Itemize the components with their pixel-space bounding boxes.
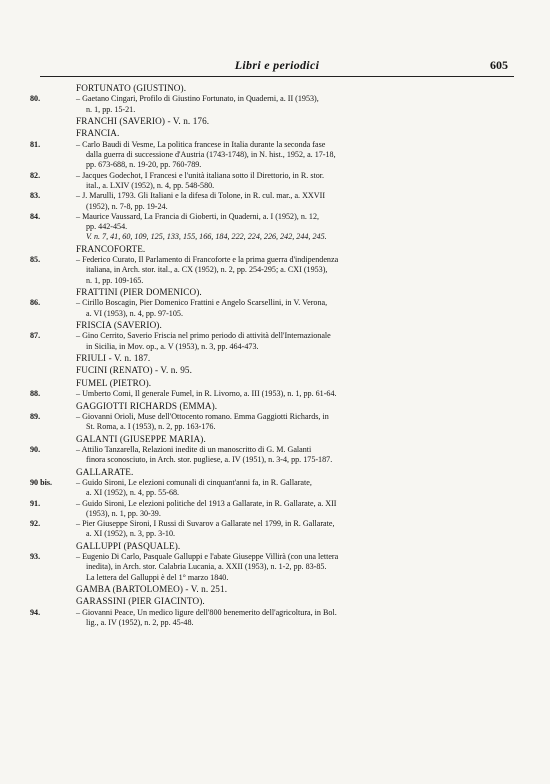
entry-number: 90. <box>30 445 41 454</box>
entry-line: (1953), n. 1, pp. 30-39. <box>86 508 161 518</box>
entry-number: 89. <box>30 412 41 421</box>
entry-line: finora sconosciuto, in Arch. stor. pugliese, a. IV (1951), n. 3-4, pp. 175-187. <box>86 455 333 465</box>
subject-heading: FUCINI (RENATO) - V. n. 95. <box>76 365 193 376</box>
bibliography-entry <box>30 191 518 212</box>
entry-line: – Federico Curato, Il Parlamento di Francoforte e la prima guerra d'indipendenza <box>76 255 339 265</box>
entry-line: – Eugenio Di Carlo, Pasquale Galluppi e l'abate Giuseppe Villirà (con una lettera <box>76 552 339 562</box>
bibliography-entry <box>30 94 518 115</box>
subject-heading: FRISCIA (SAVERIO). <box>76 320 162 331</box>
entry-line: – Giovanni Orioli, Muse dell'Ottocento romano. Emma Gaggiotti Richards, in <box>76 412 329 421</box>
entry-line: – Umberto Comi, Il generale Fumel, in R. Livorno, a. III (1953), n. 1, pp. 61-64. <box>76 389 337 399</box>
entry-number: 82. <box>30 170 41 180</box>
entry-line: – Guido Sironi, Le elezioni comunali di cinquant'anni fa, in R. Gallarate, <box>76 478 312 487</box>
running-title: Libri e periodici <box>234 58 320 72</box>
bibliography-entry <box>30 478 518 499</box>
bibliography-entry <box>30 412 518 433</box>
entry-line: inedita), in Arch. stor. Calabria Lucania, a. XXII (1953), n. 1-2, pp. 83-85. <box>86 562 327 572</box>
entry-number: 85. <box>30 255 41 265</box>
subject-heading: FRANCOFORTE. <box>76 243 146 254</box>
running-header <box>40 56 514 77</box>
subject-heading: FRANCIA. <box>76 128 120 139</box>
bibliography-entry <box>30 519 518 540</box>
bibliography-entry <box>30 212 518 233</box>
entry-line: – Gaetano Cingari, Profilo di Giustino Fortunato, in Quaderni, a. II (1953), <box>76 94 319 104</box>
subject-heading: FRATTINI (PIER DOMENICO). <box>76 287 202 298</box>
bibliography-list <box>30 82 518 628</box>
bibliography-entry <box>30 389 518 399</box>
cross-reference <box>30 232 518 242</box>
entry-line: pp. 442-454. <box>86 222 128 232</box>
entry-number: 90 bis. <box>30 478 53 487</box>
entry-line: – Carlo Baudi di Vesme, La politica francese in Italia durante la seconda fase <box>76 139 326 149</box>
bibliography-entry <box>30 171 518 192</box>
entry-line: – Giovanni Peace, Un medico ligure dell'800 benemerito dell'agricoltura, in Bol. <box>76 607 337 617</box>
entry-line: – Pier Giuseppe Sironi, I Russi di Suvarov a Gallarate nel 1799, in R. Gallarate, <box>76 519 335 529</box>
entry-number: 83. <box>30 191 41 201</box>
page-number: 605 <box>490 58 508 72</box>
entry-number: 84. <box>30 211 41 221</box>
entry-line: pp. 673-688, n. 19-20, pp. 760-789. <box>86 160 202 170</box>
subject-heading: GARASSINI (PIER GIACINTO). <box>76 596 205 607</box>
entry-number: 94. <box>30 607 41 617</box>
entry-line: a. XI (1952), n. 3, pp. 3-10. <box>86 529 176 539</box>
entry-line: St. Roma, a. I (1953), n. 2, pp. 163-176. <box>86 422 216 432</box>
bibliography-entry <box>30 331 518 352</box>
entry-line: dalla guerra di successione d'Austria (1743-1748), in N. hist., 1952, a. 17-18, <box>86 150 336 160</box>
entry-line: – Attilio Tanzarella, Relazioni inedite di un manoscritto di G. M. Galanti <box>76 445 312 454</box>
bibliography-entry <box>30 552 518 573</box>
entry-number: 81. <box>30 139 41 149</box>
entry-number: 87. <box>30 331 41 341</box>
bibliography-entry <box>30 499 518 520</box>
subject-heading: FRIULI - V. n. 187. <box>76 353 151 364</box>
subject-heading: GALLARATE. <box>76 466 134 477</box>
bibliography-entry <box>30 255 518 286</box>
entry-number: 88. <box>30 389 41 399</box>
entry-line: a. XI (1952), n. 4, pp. 55-68. <box>86 488 180 498</box>
subject-heading: FRANCHI (SAVERIO) - V. n. 176. <box>76 116 210 126</box>
subject-heading: GALANTI (GIUSEPPE MARIA). <box>76 433 206 444</box>
entry-line: – Guido Sironi, Le elezioni politiche del 1913 a Gallarate, in R. Gallarate, a. XII <box>76 498 337 508</box>
entry-line: – Jacques Godechot, I Francesi e l'unità italiana sotto il Direttorio, in R. stor. <box>76 170 325 180</box>
subject-heading: FUMEL (PIETRO). <box>76 377 152 388</box>
entry-line: lig., a. IV (1952), n. 2, pp. 45-48. <box>86 618 194 628</box>
entry-number: 92. <box>30 519 41 529</box>
entry-line: ital., a. LXIV (1952), n. 4, pp. 548-580. <box>86 181 215 190</box>
entry-line: a. VI (1953), n. 4, pp. 97-105. <box>86 308 183 318</box>
entry-line: (1952), n. 7-8, pp. 19-24. <box>86 201 168 211</box>
entry-number: 91. <box>30 498 41 508</box>
entry-line: – Cirillo Boscagin, Pier Domenico Frattini e Angelo Scarsellini, in V. Verona, <box>76 298 328 308</box>
entry-note <box>30 573 518 583</box>
subject-heading: GALLUPPI (PASQUALE). <box>76 540 181 551</box>
note-line: La lettera del Galluppi è del 1° marzo 1840. <box>86 572 229 582</box>
entry-line: n. 1, pp. 109-165. <box>86 275 144 285</box>
entry-line: n. 1, pp. 15-21. <box>86 104 136 114</box>
entry-number: 93. <box>30 552 41 562</box>
bibliography-entry <box>30 298 518 319</box>
subject-heading: GAGGIOTTI RICHARDS (EMMA). <box>76 400 218 411</box>
bibliography-entry <box>30 608 518 629</box>
subject-heading: GAMBA (BARTOLOMEO) - V. n. 251. <box>76 584 228 595</box>
entry-number: 86. <box>30 298 41 308</box>
subject-heading: FORTUNATO (GIUSTINO). <box>76 83 187 93</box>
bibliography-entry <box>30 445 518 466</box>
see-also-line: V. n. 7, 41, 60, 109, 125, 133, 155, 166, 184, 222, 224, 226, 242, 244, 245. <box>86 232 327 242</box>
entry-number: 80. <box>30 94 41 104</box>
entry-line: – Maurice Vaussard, La Francia di Gioberti, in Quaderni, a. I (1952), n. 12, <box>76 211 320 221</box>
entry-line: in Sicilia, in Mov. op., a. V (1953), n. 3, pp. 464-473. <box>86 341 259 351</box>
entry-line: – J. Marulli, 1793. Gli Italiani e la difesa di Tolone, in R. cul. mar., a. XXVII <box>76 191 326 201</box>
entry-line: – Gino Cerrito, Saverio Friscia nel primo periodo di attività dell'Internazionale <box>76 331 331 341</box>
entry-line: italiana, in Arch. stor. ital., a. CX (1952), n. 2, pp. 254-295; a. CXI (1953), <box>86 265 328 275</box>
bibliography-entry <box>30 140 518 171</box>
